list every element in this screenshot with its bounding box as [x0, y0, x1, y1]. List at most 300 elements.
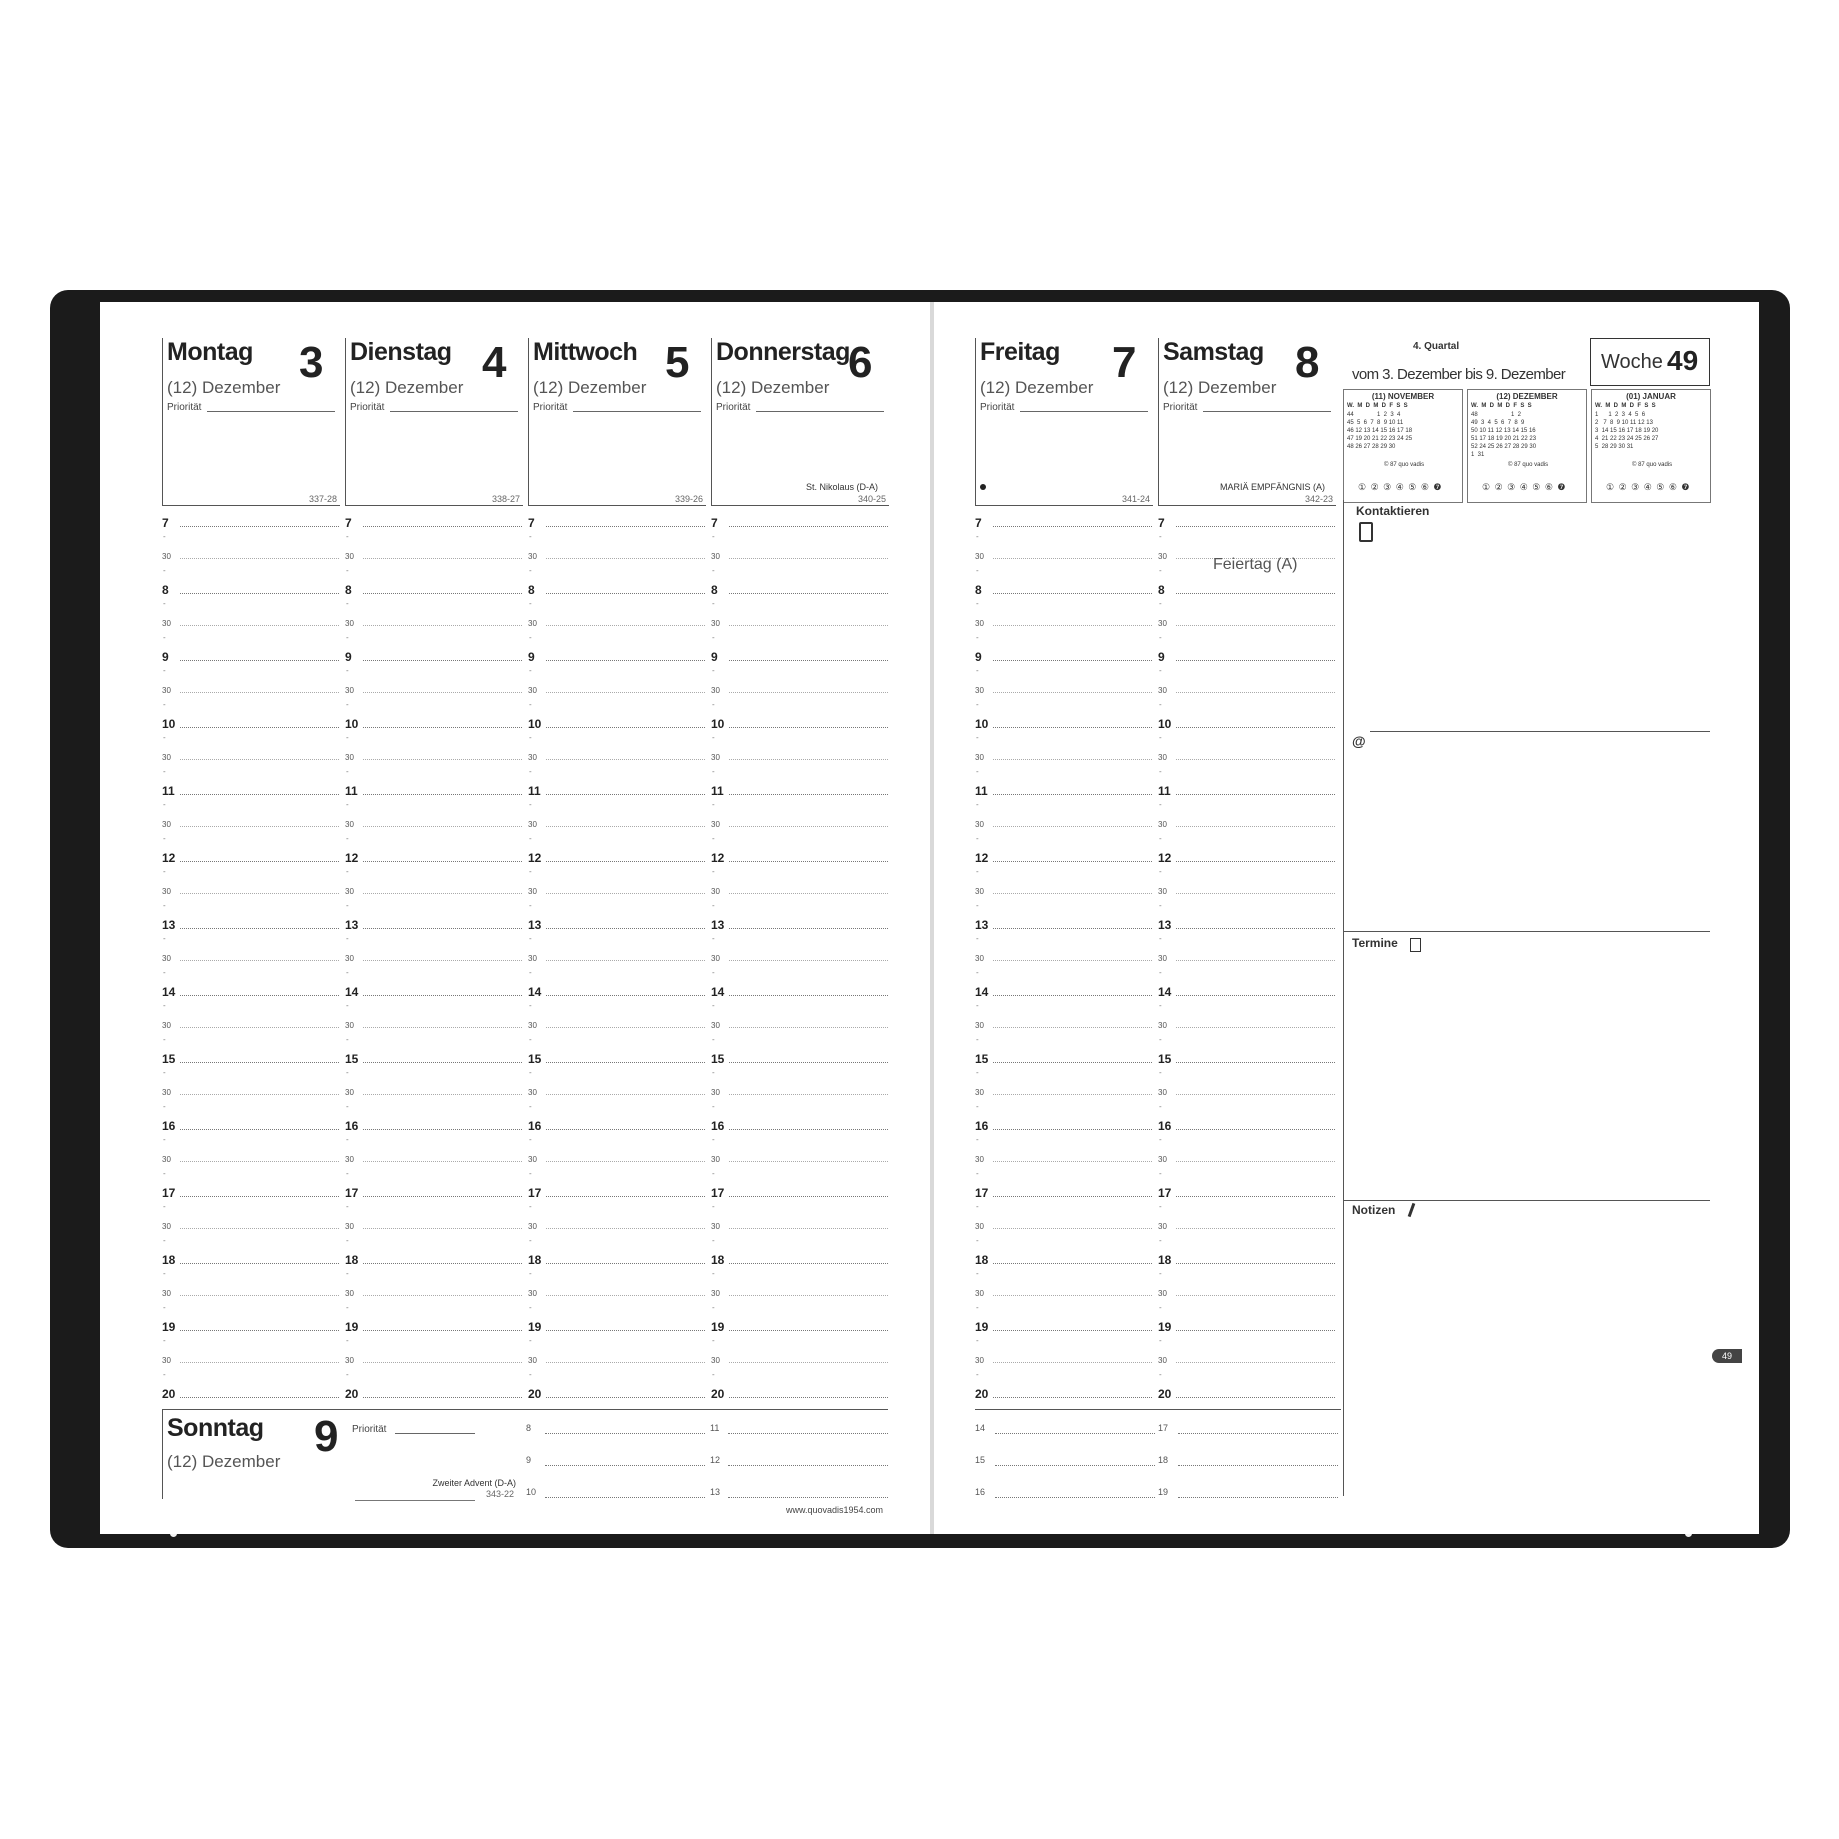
half-hour-line[interactable] — [1176, 1161, 1335, 1162]
day-month: (12) Dezember — [1163, 378, 1277, 397]
hour-label: 10 — [711, 717, 725, 731]
half-hour-line[interactable] — [1176, 893, 1335, 894]
half-hour-line[interactable] — [1176, 1228, 1335, 1229]
tick-mark: - — [976, 733, 979, 742]
half-hour-label: 30 — [711, 954, 720, 963]
hour-line[interactable] — [1176, 1062, 1335, 1063]
half-hour-line[interactable] — [729, 558, 888, 559]
tick-mark: - — [163, 1035, 166, 1044]
day-month: (12) Dezember — [980, 378, 1094, 397]
half-hour-line[interactable] — [546, 1161, 705, 1162]
hour-label: 20 — [528, 1387, 542, 1401]
half-hour-line[interactable] — [729, 960, 888, 961]
tick-mark: - — [976, 1135, 979, 1144]
hour-line[interactable] — [546, 593, 705, 594]
termine-label: Termine — [1352, 936, 1398, 950]
tick-mark: - — [712, 867, 715, 876]
half-hour-line[interactable] — [363, 759, 522, 760]
hour-label: 9 — [711, 650, 718, 664]
half-hour-label: 30 — [1158, 820, 1167, 829]
mini-calendar-footer: © 87 quo vadis — [1632, 462, 1673, 468]
mini-calendar-header: W. M D M D F S S — [1471, 403, 1532, 409]
half-hour-line[interactable] — [1176, 960, 1335, 961]
hour-label: 15 — [345, 1052, 359, 1066]
half-hour-line[interactable] — [993, 1027, 1152, 1028]
half-hour-line[interactable] — [363, 1161, 522, 1162]
hour-line[interactable] — [1176, 1196, 1335, 1197]
tick-mark: - — [1159, 1035, 1162, 1044]
tick-mark: - — [1159, 1303, 1162, 1312]
half-hour-line[interactable] — [993, 1362, 1152, 1363]
hour-line[interactable] — [180, 1330, 339, 1331]
hour-line[interactable] — [729, 1062, 888, 1063]
hour-line[interactable] — [180, 1196, 339, 1197]
sunday-hour-label: 10 — [526, 1487, 537, 1497]
hour-label: 16 — [711, 1119, 725, 1133]
half-hour-line[interactable] — [363, 558, 522, 559]
hour-line[interactable] — [1176, 593, 1335, 594]
hour-line[interactable] — [363, 1397, 522, 1398]
day-number: 3 — [299, 338, 324, 387]
half-hour-line[interactable] — [546, 1094, 705, 1095]
half-hour-line[interactable] — [729, 1094, 888, 1095]
half-hour-line[interactable] — [180, 759, 339, 760]
tick-mark: - — [346, 834, 349, 843]
half-hour-line[interactable] — [546, 826, 705, 827]
hour-line[interactable] — [993, 526, 1152, 527]
mini-calendar-row: 51 17 18 19 20 21 22 23 — [1471, 436, 1537, 442]
half-hour-line[interactable] — [363, 692, 522, 693]
hour-line[interactable] — [729, 1330, 888, 1331]
half-hour-line[interactable] — [180, 1094, 339, 1095]
sunday-hour-line[interactable] — [728, 1433, 888, 1434]
mini-calendar-footer: © 87 quo vadis — [1384, 462, 1425, 468]
hour-line[interactable] — [1176, 1397, 1335, 1398]
tick-mark: - — [163, 1303, 166, 1312]
half-hour-line[interactable] — [546, 692, 705, 693]
half-hour-line[interactable] — [729, 692, 888, 693]
half-hour-line[interactable] — [729, 1027, 888, 1028]
tick-mark: - — [346, 1035, 349, 1044]
hour-line[interactable] — [546, 1263, 705, 1264]
hour-line[interactable] — [180, 995, 339, 996]
priority-label: Priorität — [533, 402, 568, 413]
tick-mark: - — [712, 599, 715, 608]
hour-line[interactable] — [363, 995, 522, 996]
half-hour-line[interactable] — [1176, 1094, 1335, 1095]
contact-box — [1343, 500, 1344, 1496]
half-hour-line[interactable] — [1176, 826, 1335, 827]
hour-line[interactable] — [1176, 660, 1335, 661]
hour-line[interactable] — [363, 1062, 522, 1063]
tick-mark: - — [976, 1303, 979, 1312]
tick-mark: - — [712, 1035, 715, 1044]
half-hour-line[interactable] — [993, 1094, 1152, 1095]
hour-line[interactable] — [993, 660, 1152, 661]
half-hour-line[interactable] — [546, 1228, 705, 1229]
tick-mark: - — [1159, 599, 1162, 608]
half-hour-label: 30 — [345, 1289, 354, 1298]
day-month: (12) Dezember — [533, 378, 647, 397]
tick-mark: - — [346, 1169, 349, 1178]
hour-line[interactable] — [729, 727, 888, 728]
half-hour-line[interactable] — [180, 1228, 339, 1229]
mini-calendar — [1467, 389, 1587, 503]
half-hour-line[interactable] — [729, 826, 888, 827]
half-hour-line[interactable] — [363, 1027, 522, 1028]
hour-line[interactable] — [729, 593, 888, 594]
half-hour-line[interactable] — [363, 1295, 522, 1296]
half-hour-label: 30 — [1158, 1088, 1167, 1097]
day-code: 341-24 — [1122, 494, 1151, 504]
half-hour-line[interactable] — [180, 1362, 339, 1363]
half-hour-label: 30 — [528, 1155, 537, 1164]
hour-line[interactable] — [180, 727, 339, 728]
hour-line[interactable] — [546, 1062, 705, 1063]
tick-mark: - — [346, 1135, 349, 1144]
half-hour-line[interactable] — [993, 558, 1152, 559]
termine-bottom-line — [1343, 1200, 1710, 1201]
hour-line[interactable] — [363, 861, 522, 862]
tick-mark: - — [976, 800, 979, 809]
hour-line[interactable] — [180, 1397, 339, 1398]
tick-mark: - — [163, 1135, 166, 1144]
half-hour-line[interactable] — [993, 1228, 1152, 1229]
hour-label: 11 — [162, 784, 175, 798]
half-hour-label: 30 — [528, 1356, 537, 1365]
hour-line[interactable] — [993, 1129, 1152, 1130]
half-hour-line[interactable] — [363, 893, 522, 894]
hour-line[interactable] — [993, 1062, 1152, 1063]
half-hour-label: 30 — [528, 1088, 537, 1097]
priority-label: Priorität — [1163, 402, 1198, 413]
hour-line[interactable] — [1176, 794, 1335, 795]
hour-line[interactable] — [546, 526, 705, 527]
half-hour-label: 30 — [975, 1155, 984, 1164]
sunday-hour-line[interactable] — [545, 1465, 705, 1466]
hour-line[interactable] — [546, 1330, 705, 1331]
half-hour-label: 30 — [975, 1289, 984, 1298]
tick-mark: - — [529, 1035, 532, 1044]
hour-line[interactable] — [729, 861, 888, 862]
hour-line[interactable] — [993, 794, 1152, 795]
hour-line[interactable] — [180, 1062, 339, 1063]
half-hour-line[interactable] — [1176, 625, 1335, 626]
half-hour-line[interactable] — [363, 1228, 522, 1229]
week-label: Woche — [1601, 351, 1663, 373]
hour-label: 13 — [1158, 918, 1172, 932]
tick-mark: - — [163, 566, 166, 575]
tick-mark: - — [346, 1236, 349, 1245]
half-hour-line[interactable] — [993, 1295, 1152, 1296]
hour-line[interactable] — [729, 928, 888, 929]
hour-line[interactable] — [993, 995, 1152, 996]
sunday-hour-line[interactable] — [545, 1433, 705, 1434]
half-hour-line[interactable] — [546, 1027, 705, 1028]
hour-label: 12 — [711, 851, 725, 865]
day-code: 339-26 — [675, 494, 704, 504]
hour-line[interactable] — [993, 861, 1152, 862]
half-hour-line[interactable] — [729, 893, 888, 894]
hour-line[interactable] — [180, 1263, 339, 1264]
half-hour-line[interactable] — [546, 960, 705, 961]
tick-mark: - — [1159, 566, 1162, 575]
hour-line[interactable] — [729, 995, 888, 996]
half-hour-label: 30 — [162, 1155, 171, 1164]
hour-line[interactable] — [993, 593, 1152, 594]
hour-line[interactable] — [546, 861, 705, 862]
email-line — [1370, 731, 1710, 732]
half-hour-line[interactable] — [363, 1094, 522, 1095]
half-hour-line[interactable] — [1176, 692, 1335, 693]
half-hour-line[interactable] — [180, 960, 339, 961]
half-hour-line[interactable] — [729, 1161, 888, 1162]
hour-label: 13 — [528, 918, 542, 932]
half-hour-label: 30 — [162, 619, 171, 628]
mini-calendar-row: 2 7 8 9 10 11 12 13 — [1595, 420, 1653, 426]
hour-label: 7 — [975, 516, 982, 530]
hour-line[interactable] — [363, 660, 522, 661]
day-name: Samstag — [1163, 338, 1264, 366]
half-hour-line[interactable] — [180, 692, 339, 693]
half-hour-line[interactable] — [993, 625, 1152, 626]
half-hour-line[interactable] — [729, 759, 888, 760]
hour-label: 17 — [1158, 1186, 1172, 1200]
tick-mark: - — [976, 1202, 979, 1211]
hour-line[interactable] — [993, 928, 1152, 929]
tick-mark: - — [346, 1001, 349, 1010]
half-hour-line[interactable] — [180, 1295, 339, 1296]
half-hour-line[interactable] — [180, 625, 339, 626]
hour-label: 8 — [711, 583, 718, 597]
hour-line[interactable] — [180, 526, 339, 527]
hour-line[interactable] — [729, 1397, 888, 1398]
tick-mark: - — [346, 633, 349, 642]
half-hour-line[interactable] — [729, 625, 888, 626]
half-hour-label: 30 — [711, 753, 720, 762]
half-hour-label: 30 — [162, 1088, 171, 1097]
half-hour-line[interactable] — [1176, 1362, 1335, 1363]
hour-line[interactable] — [993, 727, 1152, 728]
tick-mark: - — [976, 968, 979, 977]
hour-line[interactable] — [1176, 861, 1335, 862]
hour-label: 12 — [1158, 851, 1172, 865]
extra-hour-line[interactable] — [995, 1465, 1155, 1466]
hour-line[interactable] — [363, 928, 522, 929]
hour-line[interactable] — [729, 1263, 888, 1264]
half-hour-line[interactable] — [993, 759, 1152, 760]
half-hour-label: 30 — [1158, 954, 1167, 963]
hour-line[interactable] — [180, 1129, 339, 1130]
mini-calendar-row: 48 26 27 28 29 30 — [1347, 444, 1396, 450]
tick-mark: - — [163, 1269, 166, 1278]
mini-calendar — [1343, 389, 1463, 503]
half-hour-line[interactable] — [993, 692, 1152, 693]
hour-line[interactable] — [546, 727, 705, 728]
half-hour-line[interactable] — [546, 1362, 705, 1363]
tick-mark: - — [1159, 767, 1162, 776]
tick-mark: - — [346, 733, 349, 742]
half-hour-label: 30 — [162, 887, 171, 896]
tick-mark: - — [1159, 633, 1162, 642]
tick-mark: - — [1159, 1169, 1162, 1178]
half-hour-line[interactable] — [729, 1362, 888, 1363]
hour-line[interactable] — [1176, 1263, 1335, 1264]
half-hour-label: 30 — [162, 1289, 171, 1298]
hour-line[interactable] — [993, 1263, 1152, 1264]
half-hour-line[interactable] — [993, 826, 1152, 827]
extra-hour-line[interactable] — [1178, 1497, 1338, 1498]
hour-line[interactable] — [1176, 1330, 1335, 1331]
day-number: 5 — [665, 338, 690, 387]
hour-label: 16 — [345, 1119, 359, 1133]
hour-line[interactable] — [363, 1330, 522, 1331]
half-hour-label: 30 — [528, 887, 537, 896]
notes-label: Notizen — [1352, 1203, 1396, 1217]
tick-mark: - — [163, 733, 166, 742]
hour-line[interactable] — [363, 1263, 522, 1264]
hour-label: 12 — [528, 851, 542, 865]
tick-mark: - — [1159, 1001, 1162, 1010]
hour-line[interactable] — [1176, 928, 1335, 929]
hour-line[interactable] — [363, 1129, 522, 1130]
sunday-hour-line[interactable] — [545, 1497, 705, 1498]
half-hour-label: 30 — [975, 954, 984, 963]
mini-calendar-row: 49 3 4 5 6 7 8 9 — [1471, 420, 1525, 426]
hour-line[interactable] — [1176, 526, 1335, 527]
tick-mark: - — [712, 767, 715, 776]
hour-line[interactable] — [546, 794, 705, 795]
half-hour-line[interactable] — [546, 759, 705, 760]
hour-line[interactable] — [993, 1397, 1152, 1398]
sunday-hour-line[interactable] — [728, 1465, 888, 1466]
tick-mark: - — [976, 599, 979, 608]
half-hour-label: 30 — [345, 954, 354, 963]
hour-line[interactable] — [546, 1196, 705, 1197]
hour-label: 7 — [528, 516, 535, 530]
sunday-hour-line[interactable] — [728, 1497, 888, 1498]
hour-line[interactable] — [546, 660, 705, 661]
hour-line[interactable] — [729, 1129, 888, 1130]
half-hour-line[interactable] — [993, 1161, 1152, 1162]
half-hour-line[interactable] — [180, 558, 339, 559]
hour-line[interactable] — [363, 727, 522, 728]
hour-line[interactable] — [729, 1196, 888, 1197]
half-hour-line[interactable] — [729, 1228, 888, 1229]
hour-line[interactable] — [546, 928, 705, 929]
half-hour-line[interactable] — [180, 826, 339, 827]
hour-label: 14 — [345, 985, 359, 999]
half-hour-line[interactable] — [363, 960, 522, 961]
half-hour-label: 30 — [975, 887, 984, 896]
hour-line[interactable] — [1176, 727, 1335, 728]
half-hour-line[interactable] — [993, 893, 1152, 894]
half-hour-line[interactable] — [546, 625, 705, 626]
half-hour-line[interactable] — [546, 893, 705, 894]
hour-line[interactable] — [180, 928, 339, 929]
hour-label: 20 — [711, 1387, 725, 1401]
day-code: 338-27 — [492, 494, 521, 504]
half-hour-label: 30 — [1158, 552, 1167, 561]
hour-line[interactable] — [363, 593, 522, 594]
calendar-icon — [1410, 938, 1421, 952]
half-hour-line[interactable] — [363, 1362, 522, 1363]
hour-line[interactable] — [180, 794, 339, 795]
hour-label: 7 — [345, 516, 352, 530]
hour-line[interactable] — [180, 861, 339, 862]
half-hour-line[interactable] — [1176, 1027, 1335, 1028]
priority-label: Priorität — [167, 402, 202, 413]
tick-mark: - — [346, 968, 349, 977]
extra-hour-line[interactable] — [995, 1497, 1155, 1498]
half-hour-line[interactable] — [180, 893, 339, 894]
tick-mark: - — [346, 1370, 349, 1379]
week-tab[interactable]: 49 — [1712, 1349, 1742, 1363]
hour-line[interactable] — [729, 660, 888, 661]
half-hour-line[interactable] — [546, 1295, 705, 1296]
hour-line[interactable] — [546, 1397, 705, 1398]
hour-label: 20 — [162, 1387, 176, 1401]
extra-hour-line[interactable] — [1178, 1465, 1338, 1466]
half-hour-line[interactable] — [363, 625, 522, 626]
tick-mark: - — [1159, 1135, 1162, 1144]
hour-line[interactable] — [363, 794, 522, 795]
hour-line[interactable] — [729, 794, 888, 795]
half-hour-line[interactable] — [1176, 759, 1335, 760]
extra-hour-line[interactable] — [1178, 1433, 1338, 1434]
half-hour-line[interactable] — [546, 558, 705, 559]
hour-line[interactable] — [729, 526, 888, 527]
hour-line[interactable] — [546, 1129, 705, 1130]
tick-mark: - — [346, 1269, 349, 1278]
half-hour-line[interactable] — [993, 960, 1152, 961]
half-hour-line[interactable] — [180, 1161, 339, 1162]
hour-line[interactable] — [993, 1196, 1152, 1197]
hour-line[interactable] — [363, 1196, 522, 1197]
half-hour-label: 30 — [711, 820, 720, 829]
hour-line[interactable] — [180, 593, 339, 594]
hour-line[interactable] — [546, 995, 705, 996]
hour-label: 9 — [975, 650, 982, 664]
half-hour-line[interactable] — [180, 1027, 339, 1028]
hour-line[interactable] — [1176, 995, 1335, 996]
hour-line[interactable] — [1176, 1129, 1335, 1130]
tick-mark: - — [976, 1102, 979, 1111]
hour-line[interactable] — [363, 526, 522, 527]
half-hour-line[interactable] — [729, 1295, 888, 1296]
half-hour-label: 30 — [345, 1155, 354, 1164]
hour-label: 14 — [975, 985, 989, 999]
half-hour-line[interactable] — [1176, 1295, 1335, 1296]
left-page — [100, 302, 932, 1534]
half-hour-label: 30 — [1158, 1222, 1167, 1231]
hour-label: 13 — [711, 918, 725, 932]
week-range: vom 3. Dezember bis 9. Dezember — [1352, 366, 1566, 383]
tick-mark: - — [976, 1236, 979, 1245]
half-hour-label: 30 — [1158, 619, 1167, 628]
tick-mark: - — [712, 1169, 715, 1178]
phone-icon — [1359, 522, 1373, 542]
extra-hour-line[interactable] — [995, 1433, 1155, 1434]
half-hour-label: 30 — [345, 887, 354, 896]
hour-line[interactable] — [180, 660, 339, 661]
half-hour-line[interactable] — [363, 826, 522, 827]
hour-label: 7 — [711, 516, 718, 530]
tick-mark: - — [529, 1001, 532, 1010]
hour-label: 12 — [162, 851, 176, 865]
tick-mark: - — [1159, 834, 1162, 843]
hour-line[interactable] — [993, 1330, 1152, 1331]
